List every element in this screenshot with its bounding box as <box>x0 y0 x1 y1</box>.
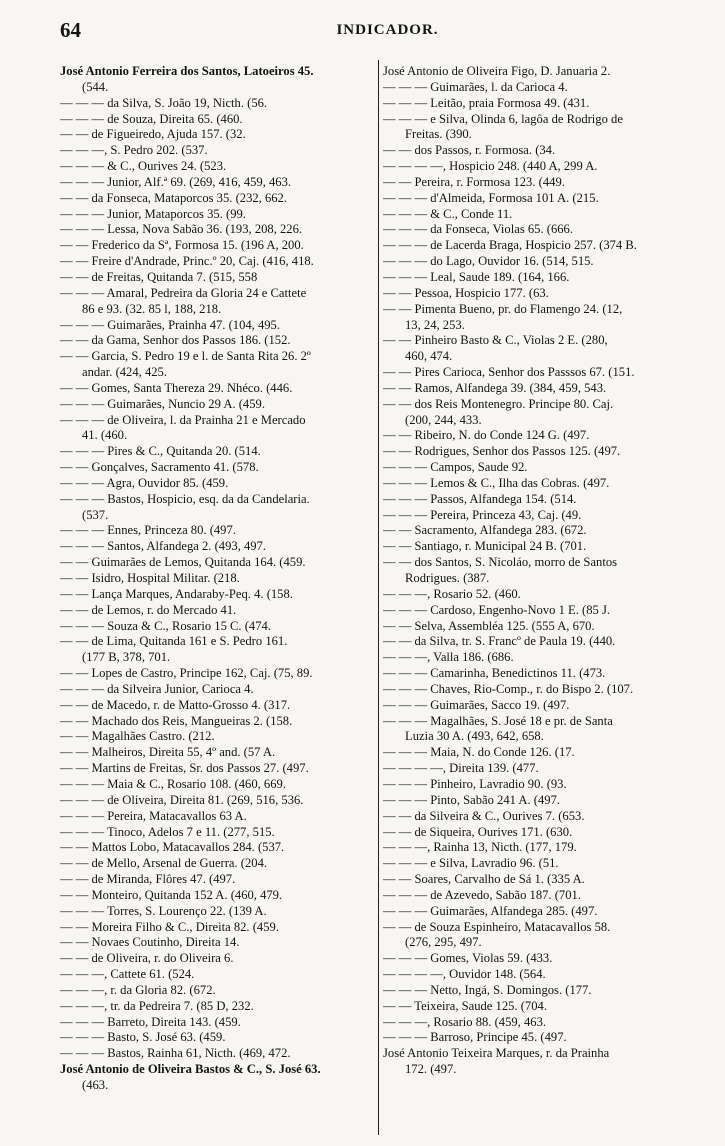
directory-line: José Antonio de Oliveira Figo, D. Januaria 2. <box>383 64 611 78</box>
directory-line: — — — Pinheiro, Lavradio 90. (93. <box>383 776 567 791</box>
directory-line: — — — Guimarães, Sacco 19. (497. <box>383 697 570 712</box>
directory-line: — — — de Oliveira, Direita 81. (269, 516, 536. <box>60 792 304 807</box>
directory-line: — — Pimenta Bueno, pr. do Flamengo 24. (12, <box>383 301 623 316</box>
directory-line: — — de Siqueira, Ourives 171. (630. <box>383 824 573 839</box>
directory-line: — — — e Silva, Lavradio 96. (51. <box>383 856 559 871</box>
directory-line: — — Magalhães Castro. (212. <box>60 729 215 744</box>
directory-line: (276, 295, 497. <box>405 935 482 950</box>
directory-line: — — de Lemos, r. do Mercado 41. <box>60 602 237 617</box>
directory-line: — — — Guimarães, Prainha 47. (104, 495. <box>60 317 281 332</box>
directory-line: (177 B, 378, 701. <box>82 650 171 665</box>
directory-line: — — — Guimarães, l. da Carioca 4. <box>383 79 568 94</box>
directory-line: — — Santiago, r. Municipal 24 B. (701. <box>383 539 587 554</box>
directory-line: Rodrigues. (387. <box>405 571 490 585</box>
directory-line: — — Pereira, r. Formosa 123. (449. <box>383 174 565 189</box>
directory-line: — — Martins de Freitas, Sr. dos Passos 27. (497. <box>60 761 309 776</box>
directory-line: 41. (460. <box>82 428 128 443</box>
directory-line: — — Novaes Coutinho, Direita 14. <box>60 935 240 950</box>
directory-line: — — Gonçalves, Sacramento 41. (578. <box>60 460 259 475</box>
directory-line: — — da Silva, tr. S. Francº de Paula 19. (440. <box>383 634 616 649</box>
directory-line: — — — Barroso, Principe 45. (497. <box>383 1030 567 1045</box>
directory-line: — — — Torres, S. Lourenço 22. (139 A. <box>60 903 267 918</box>
directory-line: (537. <box>82 507 109 522</box>
directory-line: — — — Passos, Alfandega 154. (514. <box>383 491 577 506</box>
directory-line: — — — d'Almeida, Formosa 101 A. (215. <box>383 190 599 205</box>
running-title: INDICADOR. <box>336 22 439 38</box>
directory-line: — — —, tr. da Pedreira 7. (85 D, 232. <box>60 998 254 1013</box>
directory-line: — — — da Fonseca, Violas 65. (666. <box>383 222 573 237</box>
directory-line: José Antonio Teixeira Marques, r. da Prainha <box>383 1046 610 1061</box>
directory-line: — — Mattos Lobo, Matacavallos 284. (537. <box>60 840 285 855</box>
directory-line: — — — Souza & C., Rosario 15 C. (474. <box>60 618 271 633</box>
directory-line: — — de Mello, Arsenal de Guerra. (204. <box>60 856 268 871</box>
directory-line: — — Teixeira, Saude 125. (704. <box>383 998 547 1013</box>
directory-line: — — de Lima, Quitanda 161 e S. Pedro 161. <box>60 634 288 649</box>
directory-line: — — — Leitão, praia Formosa 49. (431. <box>383 95 590 110</box>
directory-line: — — — Magalhães, S. José 18 e pr. de Santa <box>383 713 613 728</box>
directory-line: — — — Guimarães, Alfandega 285. (497. <box>383 903 598 918</box>
directory-line: — — Selva, Assembléa 125. (555 A, 670. <box>383 618 595 633</box>
directory-line: — — Pessoa, Hospicio 177. (63. <box>383 285 549 300</box>
column-divider <box>378 60 379 1135</box>
directory-line: — — — Lemos & C., Ilha das Cobras. (497. <box>383 475 610 490</box>
directory-line: — — Machado dos Reis, Mangueiras 2. (158. <box>60 713 293 728</box>
directory-line: — — Sacramento, Alfandega 283. (672. <box>383 523 587 538</box>
directory-line: — — — Cardoso, Engenho-Novo 1 E. (85 J. <box>383 602 611 617</box>
page-number: 64 <box>60 18 81 42</box>
directory-line: — — Pires Carioca, Senhor dos Passsos 67. (151. <box>383 365 635 380</box>
directory-line: — — — —, Direita 139. (477. <box>383 761 539 776</box>
directory-line: — — — do Lago, Ouvidor 16. (514, 515. <box>383 254 594 269</box>
directory-line: José Antonio de Oliveira Bastos & C., S. José 63. <box>60 1062 321 1077</box>
directory-line: — — — Pereira, Matacavallos 63 A. <box>60 808 247 823</box>
directory-line: — — da Gama, Senhor dos Passos 186. (152. <box>60 333 291 348</box>
directory-line: — — — Ennes, Princeza 80. (497. <box>60 523 236 538</box>
directory-line: — — Garcia, S. Pedro 19 e l. de Santa Rita 26. 2º <box>60 349 311 364</box>
directory-line: — — Gomes, Santa Thereza 29. Nhéco. (446. <box>60 380 293 395</box>
directory-line: — — Lança Marques, Andaraby-Peq. 4. (158. <box>60 586 293 601</box>
directory-line: José Antonio Ferreira dos Santos, Latoeiros 45. <box>60 64 314 78</box>
directory-line: — — — Maia, N. do Conde 126. (17. <box>383 745 575 760</box>
directory-line: andar. (424, 425. <box>82 365 167 380</box>
page-header <box>60 18 715 44</box>
directory-line: — — dos Reis Montenegro. Principe 80. Caj. <box>383 396 614 411</box>
directory-line: — — Malheiros, Direita 55, 4º and. (57 A. <box>60 745 276 760</box>
directory-line: — — da Silveira & C., Ourives 7. (653. <box>383 808 585 823</box>
directory-line: — — Freire d'Andrade, Princ.º 20, Caj. (416, 418. <box>60 254 314 269</box>
directory-line: — — de Macedo, r. de Matto-Grosso 4. (317. <box>60 697 291 712</box>
directory-line: Freitas. (390. <box>405 127 472 142</box>
directory-line: (463. <box>82 1078 109 1092</box>
directory-line: — — — da Silva, S. João 19, Nicth. (56. <box>60 95 268 110</box>
directory-line: — — — Leal, Saude 189. (164, 166. <box>383 269 570 284</box>
directory-line: — — — Santos, Alfandega 2. (493, 497. <box>60 539 267 554</box>
directory-line: — — de Souza Espinheiro, Matacavallos 58. <box>383 919 611 934</box>
left-column <box>60 64 375 1136</box>
directory-line: — — — de Souza, Direita 65. (460. <box>60 111 243 126</box>
directory-line: — — — Agra, Ouvidor 85. (459. <box>60 475 229 490</box>
right-column <box>383 64 713 1136</box>
directory-line: — — de Figueiredo, Ajuda 157. (32. <box>60 127 246 142</box>
directory-line: — — — Chaves, Rio-Comp., r. do Bispo 2. (107. <box>383 681 634 696</box>
directory-line: — — — Pereira, Princeza 43, Caj. (49. <box>383 507 582 522</box>
directory-line: — — Isidro, Hospital Militar. (218. <box>60 571 240 585</box>
directory-line: — — Rodrigues, Senhor dos Passos 125. (497. <box>383 444 621 459</box>
directory-line: — — Soares, Carvalho de Sá 1. (335 A. <box>383 872 585 887</box>
directory-line: — — dos Santos, S. Nicoláo, morro de Santos <box>383 555 618 570</box>
directory-line: — — —, r. da Gloria 82. (672. <box>60 982 216 997</box>
directory-line: — — Lopes de Castro, Principe 162, Caj. (75, 89. <box>60 666 313 681</box>
directory-line: 460, 474. <box>405 349 453 364</box>
directory-line: — — Ramos, Alfandega 39. (384, 459, 543. <box>383 380 607 395</box>
directory-line: — — — Pires & C., Quitanda 20. (514. <box>60 444 261 459</box>
directory-line: (200, 244, 433. <box>405 412 482 427</box>
directory-line: — — de Miranda, Flôres 47. (497. <box>60 872 236 887</box>
directory-line: — — — Bastos, Hospicio, esq. da da Candelaria. <box>60 491 310 506</box>
directory-line: — — —, Cattete 61. (524. <box>60 967 195 982</box>
directory-line: — — — Gomes, Violas 59. (433. <box>383 951 553 966</box>
directory-line: — — — —, Ouvidor 148. (564. <box>383 967 546 982</box>
directory-line: — — — Camarinha, Benedictinos 11. (473. <box>383 666 606 681</box>
directory-line: — — — & C., Ourives 24. (523. <box>60 159 227 174</box>
directory-line: 172. (497. <box>405 1062 457 1077</box>
directory-line: — — Frederico da Sª, Formosa 15. (196 A, 200. <box>60 238 304 253</box>
directory-line: — — — de Oliveira, l. da Prainha 21 e Mercado <box>60 412 306 427</box>
directory-line: — — — Lessa, Nova Sabão 36. (193, 208, 226. <box>60 222 303 237</box>
directory-line: — — — da Silveira Junior, Carioca 4. <box>60 681 254 696</box>
directory-line: — — —, Rosario 88. (459, 463. <box>383 1014 547 1029</box>
directory-line: — — — Maia & C., Rosario 108. (460, 669. <box>60 776 286 791</box>
directory-line: — — — Bastos, Rainha 61, Nicth. (469, 472. <box>60 1046 291 1061</box>
directory-line: 86 e 93. (32. 85 l, 188, 218. <box>82 301 222 316</box>
directory-line: — — — Tinoco, Adelos 7 e 11. (277, 515. <box>60 824 275 839</box>
directory-line: — — de Freitas, Quitanda 7. (515, 558 <box>60 269 258 284</box>
directory-line: — — — de Azevedo, Sabão 187. (701. <box>383 887 581 902</box>
directory-line: — — — Netto, Ingá, S. Domingos. (177. <box>383 982 592 997</box>
directory-line: — — — e Silva, Olinda 6, lagôa de Rodrigo de <box>383 111 623 126</box>
directory-line: — — — & C., Conde 11. <box>383 206 513 221</box>
directory-line: — — —, S. Pedro 202. (537. <box>60 143 208 158</box>
directory-line: (544. <box>82 79 109 94</box>
directory-line: — — Pinheiro Basto & C., Violas 2 E. (280, <box>383 333 608 348</box>
directory-line: — — — Barreto, Direita 143. (459. <box>60 1014 241 1029</box>
directory-line: — — —, Rainha 13, Nicth. (177, 179. <box>383 840 577 855</box>
directory-line: Luzia 30 A. (493, 642, 658. <box>405 729 544 744</box>
directory-line: — — Guimarães de Lemos, Quitanda 164. (459. <box>60 555 306 570</box>
directory-line: — — — Pinto, Sabão 241 A. (497. <box>383 792 561 807</box>
directory-line: — — Moreira Filho & C., Direita 82. (459. <box>60 919 279 934</box>
directory-line: — — — Basto, S. José 63. (459. <box>60 1030 226 1045</box>
directory-line: — — Monteiro, Quitanda 152 A. (460, 479. <box>60 887 283 902</box>
directory-line: — — — Guimarães, Nuncio 29 A. (459. <box>60 396 265 411</box>
directory-line: — — — —, Hospicio 248. (440 A, 299 A. <box>383 159 598 174</box>
directory-line: — — — Amaral, Pedreira da Gloria 24 e Cattete <box>60 285 307 300</box>
directory-line: — — —, Rosario 52. (460. <box>383 586 521 601</box>
directory-line: — — — Campos, Saude 92. <box>383 460 528 475</box>
directory-line: — — — de Lacerda Braga, Hospicio 257. (374 B. <box>383 238 637 253</box>
directory-line: 13, 24, 253. <box>405 317 465 332</box>
directory-line: — — de Oliveira, r. do Oliveira 6. <box>60 951 234 966</box>
directory-line: — — — Junior, Alf.ª 69. (269, 416, 459, 463. <box>60 174 292 189</box>
directory-line: — — da Fonseca, Mataporcos 35. (232, 662. <box>60 190 287 205</box>
directory-line: — — — Junior, Mataporcos 35. (99. <box>60 206 246 221</box>
directory-line: — — Ribeiro, N. do Conde 124 G. (497. <box>383 428 590 443</box>
directory-line: — — —, Valla 186. (686. <box>383 650 514 665</box>
directory-line: — — dos Passos, r. Formosa. (34. <box>383 143 556 158</box>
